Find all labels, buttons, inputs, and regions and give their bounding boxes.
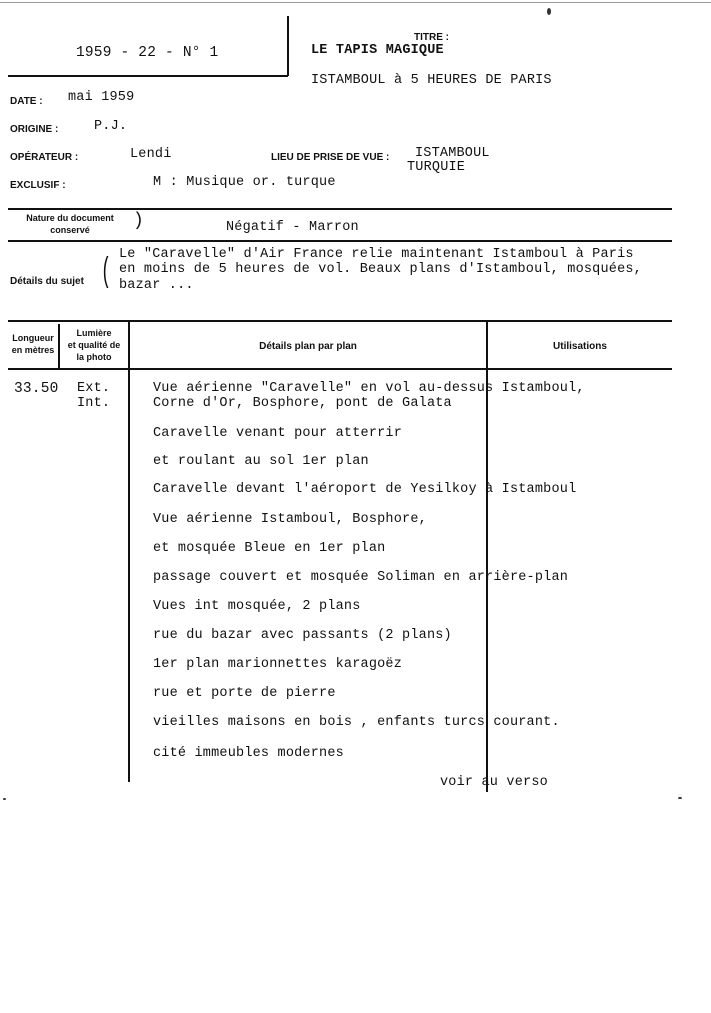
operateur-value: Lendi bbox=[130, 147, 172, 162]
plan-row: et roulant au sol 1er plan bbox=[153, 454, 369, 469]
date-label: DATE : bbox=[10, 96, 43, 107]
footer-note: voir au verso bbox=[440, 775, 548, 790]
ink-speck bbox=[547, 8, 551, 15]
plan-row: Vue aérienne "Caravelle" en vol au-dessus Istamboul, bbox=[153, 381, 585, 396]
plan-row: Vue aérienne Istamboul, Bosphore, bbox=[153, 512, 427, 527]
document-subtitle: ISTAMBOUL à 5 HEURES DE PARIS bbox=[311, 73, 552, 88]
lieu-value-country: TURQUIE bbox=[407, 160, 466, 175]
header-lumiere-line2: et qualité de bbox=[67, 340, 121, 350]
plan-row: rue du bazar avec passants (2 plans) bbox=[153, 628, 452, 643]
lieu-label: LIEU DE PRISE DE VUE : bbox=[271, 152, 390, 163]
header-divider bbox=[287, 16, 289, 76]
header-lumiere-line1: Lumière bbox=[76, 328, 112, 338]
header-utilisations: Utilisations bbox=[553, 341, 607, 352]
exclusif-label: EXCLUSIF : bbox=[10, 180, 66, 191]
ink-speck bbox=[678, 797, 682, 799]
plan-row: cité immeubles modernes bbox=[153, 746, 344, 761]
header-longueur bbox=[8, 332, 58, 356]
origine-label: ORIGINE : bbox=[10, 124, 59, 135]
header-underline bbox=[8, 75, 288, 77]
plan-row: et mosquée Bleue en 1er plan bbox=[153, 541, 386, 556]
nature-top-rule bbox=[8, 208, 672, 210]
reference-number: 1959 - 22 - N° 1 bbox=[76, 45, 219, 61]
plan-row: rue et porte de pierre bbox=[153, 686, 336, 701]
header-details: Détails plan par plan bbox=[259, 341, 357, 352]
nature-label bbox=[8, 212, 132, 236]
plan-row: Corne d'Or, Bosphore, pont de Galata bbox=[153, 396, 452, 411]
table-top-rule bbox=[8, 320, 672, 322]
nature-label-line2: conservé bbox=[50, 225, 90, 235]
header-longueur-line1: Longueur bbox=[12, 333, 54, 343]
date-value: mai 1959 bbox=[68, 90, 135, 105]
titre-label: TITRE : bbox=[414, 32, 449, 43]
header-lumiere bbox=[60, 327, 128, 363]
exclusif-value: M : Musique or. turque bbox=[153, 175, 336, 190]
header-lumiere-line3: la photo bbox=[76, 352, 112, 362]
plan-row: 1er plan marionnettes karagoëz bbox=[153, 657, 403, 672]
lieu-value-city: ISTAMBOUL bbox=[415, 146, 490, 161]
plan-row: Caravelle devant l'aéroport de Yesilkoy à Istamboul bbox=[153, 482, 577, 497]
header-longueur-line2: en mètres bbox=[11, 345, 55, 355]
sujet-bracket: ( bbox=[101, 254, 112, 292]
document-title: LE TAPIS MAGIQUE bbox=[311, 43, 444, 58]
plan-row: Vues int mosquée, 2 plans bbox=[153, 599, 361, 614]
sujet-line-1: Le "Caravelle" d'Air France relie maintenant Istamboul à Paris bbox=[119, 247, 634, 262]
sujet-line-3: bazar ... bbox=[119, 278, 194, 293]
operateur-label: OPÉRATEUR : bbox=[10, 152, 79, 163]
col-divider-2 bbox=[128, 322, 130, 782]
top-edge-line bbox=[0, 2, 711, 3]
plan-row: Caravelle venant pour atterrir bbox=[153, 426, 403, 441]
sujet-line-2: en moins de 5 heures de vol. Beaux plans d'Istamboul, mosquées, bbox=[119, 262, 642, 277]
ink-speck bbox=[3, 798, 6, 800]
origine-value: P.J. bbox=[94, 119, 128, 134]
table-header-rule bbox=[8, 368, 672, 370]
plan-row: vieilles maisons en bois , enfants turcs courant. bbox=[153, 715, 560, 730]
lumiere-value-2: Int. bbox=[77, 396, 111, 411]
nature-value: Négatif - Marron bbox=[226, 220, 359, 235]
lumiere-value-1: Ext. bbox=[77, 381, 111, 396]
plan-row: passage couvert et mosquée Soliman en arrière-plan bbox=[153, 570, 569, 585]
sujet-top-rule bbox=[8, 240, 672, 242]
sujet-label: Détails du sujet bbox=[10, 276, 84, 287]
longueur-value: 33.50 bbox=[14, 381, 59, 397]
nature-label-line1: Nature du document bbox=[26, 213, 114, 223]
nature-bracket: ) bbox=[133, 211, 145, 231]
